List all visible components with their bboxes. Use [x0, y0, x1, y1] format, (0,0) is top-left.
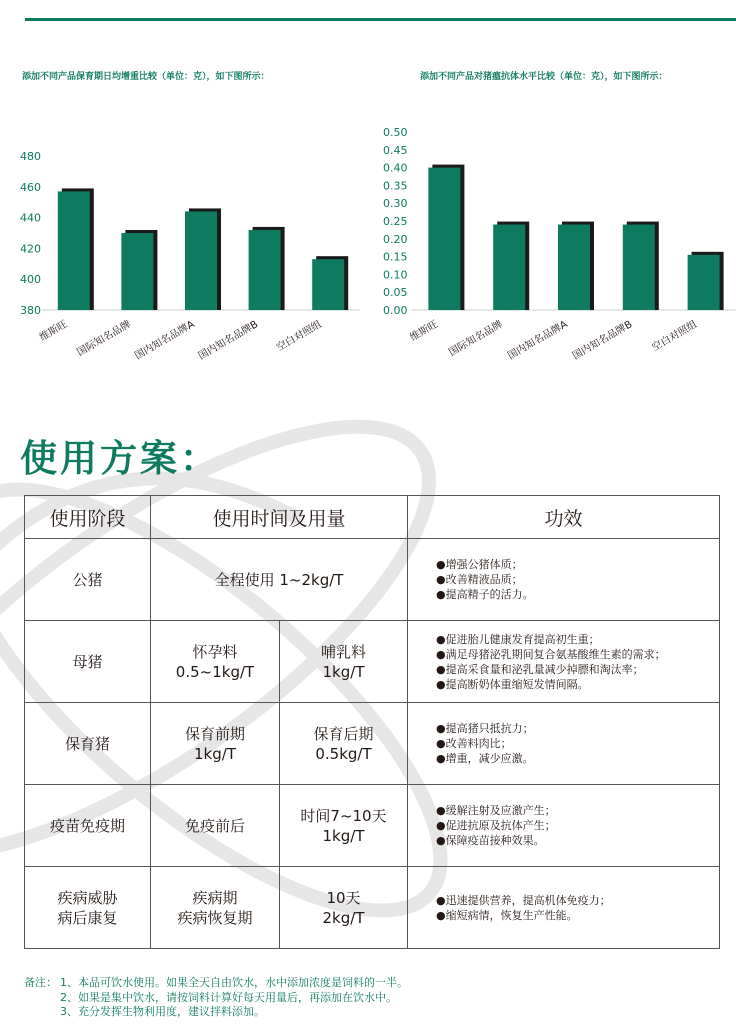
table-row-disease [25, 867, 720, 949]
x-category-label: 国内知名品牌A [133, 319, 197, 363]
y-tick-label: 0.50 [383, 126, 408, 139]
y-tick-label: 0.35 [383, 179, 408, 193]
effect-line: ●提高精子的活力。 [436, 588, 534, 601]
chart-1-caption: 添加不同产品保育期日均增重比较（单位：克），如下图所示： [22, 72, 270, 82]
effect-cell [408, 867, 720, 949]
y-tick-label: 380 [20, 304, 41, 317]
effect-line: ●满足母猪泌乳期间复合氨基酸维生素的需求； [436, 647, 666, 661]
usage-cell [280, 621, 408, 703]
effect-cell [408, 785, 720, 867]
effect-line: ●改善料肉比； [436, 737, 512, 750]
y-tick-label: 0.25 [383, 215, 408, 228]
usage-line: 10天 [326, 888, 361, 907]
note-row [24, 1005, 408, 1020]
y-tick-label: 0.00 [383, 304, 408, 317]
table-row-sow [25, 621, 720, 703]
notes-label: 备注： [24, 976, 57, 989]
usage-cell [280, 867, 408, 949]
usage-line: 1kg/T [322, 826, 365, 845]
bar [185, 211, 217, 310]
effect-line: ●缓解注射及应激产生； [436, 804, 556, 817]
effect-cell [408, 703, 720, 785]
effect-cell [408, 621, 720, 703]
note-item: 3、充分发挥生物利用度，建议拌料添加。 [60, 1005, 265, 1018]
bar [558, 225, 590, 310]
usage-plan-title: 使用方案： [20, 437, 220, 480]
usage-line: 疾病恢复期 [177, 908, 253, 927]
bar [688, 255, 720, 310]
usage-cell [151, 785, 280, 867]
table-row-vaccine [25, 785, 720, 867]
y-tick-label: 420 [20, 242, 41, 256]
bar [121, 233, 153, 310]
effect-line: ●迅速提供营养，提高机体免疫力； [436, 893, 611, 907]
effect-line: ●增强公猪体质； [436, 558, 523, 571]
y-tick-label: 400 [20, 273, 41, 287]
chart-antibody-level-svg [370, 110, 736, 385]
chart-2-caption: 添加不同产品对猪瘟抗体水平比较（单位：克），如下图所示： [420, 72, 668, 82]
note-row [24, 976, 408, 991]
x-category-label: 国内知名品牌B [570, 319, 635, 363]
usage-line: 免疫前后 [184, 816, 245, 835]
note-row [24, 991, 408, 1006]
usage-cell: 全程使用 1~2kg/T [151, 539, 408, 621]
bar [249, 230, 281, 310]
effect-line: ●促进胎儿健康发育提高初生重； [436, 632, 600, 646]
usage-line: 1kg/T [194, 744, 236, 763]
table-row-boar [25, 539, 720, 621]
effect-line: ●保障疫苗接种效果。 [436, 834, 545, 847]
x-category-label: 空白对照组 [274, 319, 324, 354]
y-tick-label: 440 [20, 211, 41, 225]
stage-line: 病后康复 [57, 908, 118, 927]
y-tick-label: 0.30 [383, 197, 408, 211]
usage-plan-table [24, 495, 720, 949]
x-category-label: 国内知名品牌A [506, 319, 570, 363]
usage-line: 1kg/T [322, 662, 365, 681]
effect-line: ●提高断奶体重缩短发情间隔。 [436, 677, 589, 691]
effect-line: ●提高采食量和泌乳量减少掉膘和淘汰率； [436, 662, 644, 676]
y-tick-label: 0.20 [383, 232, 408, 246]
stage-cell: 疫苗免疫期 [25, 785, 151, 867]
bar [623, 225, 655, 310]
x-category-label: 国际知名品牌 [447, 319, 505, 359]
header-stage: 使用阶段 [25, 496, 151, 539]
effect-line: ●提高猪只抵抗力； [436, 722, 534, 735]
x-category-label: 国内知名品牌B [196, 319, 261, 363]
y-tick-label: 0.45 [383, 143, 408, 157]
usage-cell [151, 867, 280, 949]
usage-line: 2kg/T [322, 908, 365, 927]
usage-cell [280, 703, 408, 785]
y-tick-label: 0.10 [383, 268, 408, 282]
top-rule [25, 18, 736, 21]
table-header-row [25, 496, 720, 539]
x-category-label: 维斯旺 [408, 319, 440, 344]
stage-cell: 公猪 [25, 539, 151, 621]
chart-daily-gain [0, 130, 360, 380]
x-category-label: 空白对照组 [650, 319, 700, 354]
table-row-nursery [25, 703, 720, 785]
bar [493, 225, 525, 310]
usage-line: 疾病期 [192, 888, 238, 907]
notes [24, 976, 408, 1020]
bar [58, 191, 90, 310]
chart-antibody-level [370, 110, 736, 385]
effect-line: ●改善精液品质； [436, 573, 523, 586]
y-tick-label: 0.40 [383, 161, 408, 175]
usage-line: 0.5kg/T [315, 744, 372, 763]
note-item: 1、本品可饮水使用。如果全天自由饮水，水中添加浓度是饲料的一半。 [60, 976, 408, 989]
usage-line: 保育后期 [313, 724, 374, 743]
effect-line: ●缩短病情，恢复生产性能。 [436, 908, 578, 922]
usage-line: 哺乳料 [321, 642, 367, 661]
stage-cell: 母猪 [25, 621, 151, 703]
chart-daily-gain-svg [0, 130, 360, 380]
stage-cell [25, 867, 151, 949]
effect-cell [408, 539, 720, 621]
usage-line: 保育前期 [184, 724, 245, 743]
usage-cell [151, 703, 280, 785]
bar [428, 168, 460, 310]
y-tick-label: 480 [20, 150, 41, 163]
effect-line: ●促进抗原及抗体产生； [436, 819, 556, 832]
usage-line: 怀孕料 [192, 642, 238, 661]
note-item: 2、如果是集中饮水，请按饲料计算好每天用量后，再添加在饮水中。 [60, 990, 397, 1004]
bar [312, 259, 344, 310]
effect-line: ●增重，减少应激。 [436, 752, 534, 765]
y-tick-label: 460 [20, 180, 41, 194]
y-tick-label: 0.05 [383, 286, 408, 300]
usage-cell [151, 621, 280, 703]
usage-line: 时间7~10天 [300, 806, 387, 825]
y-tick-label: 0.15 [383, 250, 408, 264]
usage-line: 0.5~1kg/T [175, 662, 255, 681]
stage-cell: 保育猪 [25, 703, 151, 785]
stage-line: 疾病威胁 [57, 888, 118, 907]
usage-cell [280, 785, 408, 867]
header-effect: 功效 [408, 496, 720, 539]
x-category-label: 国际知名品牌 [75, 319, 133, 359]
x-category-label: 维斯旺 [37, 319, 70, 344]
header-usage: 使用时间及用量 [151, 496, 408, 539]
